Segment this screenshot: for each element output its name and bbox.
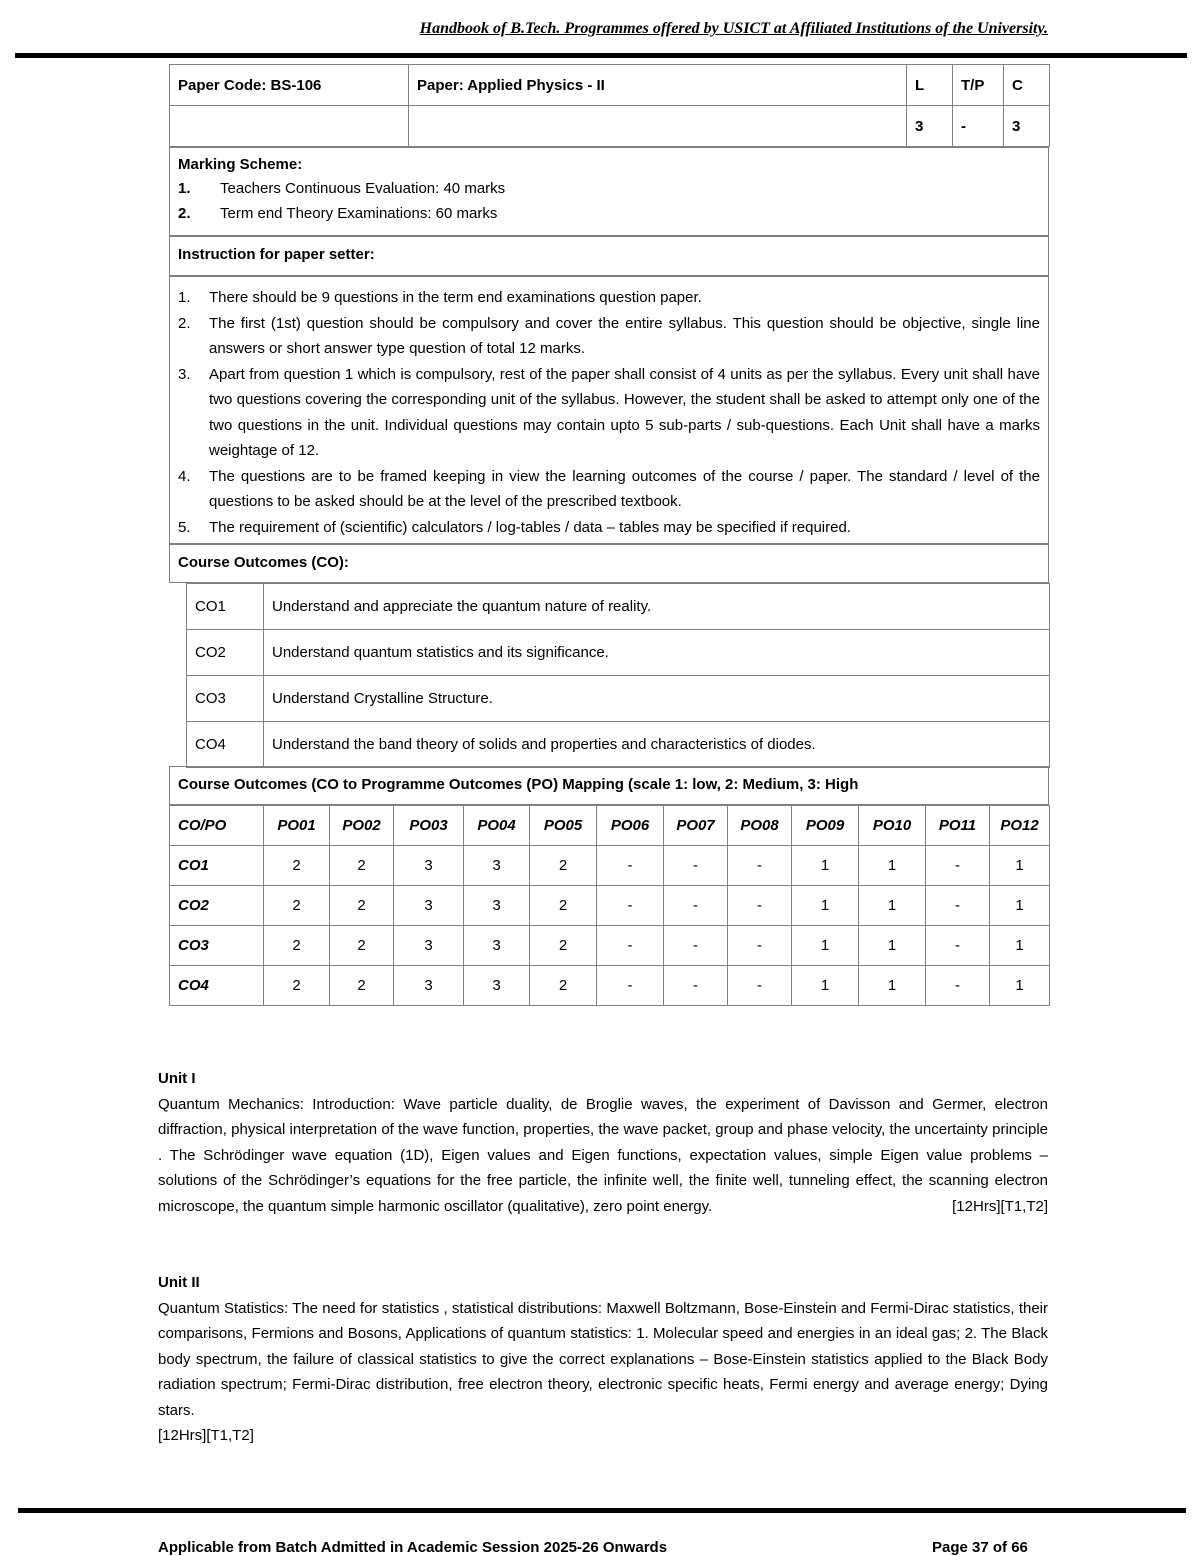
- instruction-item: 2. The first (1st) question should be compulsory and cover the entire syllabus. This question should be objective, single line answers or short answer type question of total 12 marks.: [178, 314, 1040, 357]
- paper-header-table: [169, 64, 1050, 147]
- co-po-mapping-title: Course Outcomes (CO to Programme Outcomes (PO) Mapping (scale 1: low, 2: Medium, 3: High: [169, 766, 1049, 805]
- mapping-header-cell: PO02: [330, 806, 394, 846]
- mapping-cell: CO3: [170, 926, 264, 966]
- mapping-cell: -: [664, 926, 728, 966]
- marking-item: 2. Term end Theory Examinations: 60 marks: [178, 205, 498, 222]
- mapping-header-cell: PO03: [394, 806, 464, 846]
- mapping-cell: 1: [792, 926, 859, 966]
- mapping-cell: 1: [792, 966, 859, 1006]
- marking-item: 1. Teachers Continuous Evaluation: 40 marks: [178, 180, 506, 197]
- course-outcomes-table: [186, 583, 1050, 768]
- page-number: Page 37 of 66: [932, 1539, 1028, 1556]
- mapping-cell: 1: [792, 886, 859, 926]
- unit-title: Unit II: [158, 1274, 200, 1291]
- mapping-header-cell: CO/PO: [170, 806, 264, 846]
- mapping-cell: -: [926, 926, 990, 966]
- co-code: CO1: [187, 584, 264, 630]
- mapping-cell: 1: [990, 966, 1050, 1006]
- mapping-row: [170, 846, 1050, 886]
- credits-col-header: C: [1004, 65, 1050, 106]
- instruction-item: 3. Apart from question 1 which is compulsory, rest of the paper shall consist of 4 units as per the syllabus. Every unit shall have two questions covering the corresponding unit of the syllabus. However, the student shall be asked to attempt only one of the two questions in the unit. Individual questions may contain upto 5 sub-parts / sub-questions. Each Unit shall have a marks weightage of 12.: [178, 365, 1040, 459]
- running-header: Handbook of B.Tech. Programmes offered by USICT at Affiliated Institutions of the University.: [419, 20, 1048, 37]
- mapping-cell: -: [597, 846, 664, 886]
- unit-section: [158, 1066, 1048, 1219]
- instructions-title: Instruction for paper setter:: [169, 236, 1049, 276]
- mapping-cell: -: [926, 886, 990, 926]
- mapping-cell: 2: [330, 926, 394, 966]
- unit-title: Unit I: [158, 1070, 196, 1087]
- co-row: [187, 676, 1050, 722]
- mapping-header-cell: PO10: [859, 806, 926, 846]
- mapping-cell: 3: [394, 846, 464, 886]
- mapping-cell: 1: [859, 846, 926, 886]
- mapping-cell: 2: [330, 846, 394, 886]
- mapping-header-cell: PO07: [664, 806, 728, 846]
- paper-name: Paper: Applied Physics - II: [409, 65, 907, 106]
- mapping-cell: 1: [990, 846, 1050, 886]
- co-code: CO3: [187, 676, 264, 722]
- instructions-list: [169, 276, 1049, 544]
- mapping-cell: -: [926, 846, 990, 886]
- mapping-cell: 3: [464, 886, 530, 926]
- marking-scheme: [169, 147, 1049, 236]
- mapping-row: [170, 886, 1050, 926]
- mapping-header-cell: PO08: [728, 806, 792, 846]
- mapping-cell: -: [597, 926, 664, 966]
- mapping-cell: 3: [394, 966, 464, 1006]
- mapping-row: [170, 966, 1050, 1006]
- mapping-cell: CO2: [170, 886, 264, 926]
- footer-note: Applicable from Batch Admitted in Academic Session 2025-26 Onwards: [158, 1539, 668, 1556]
- co-description: Understand quantum statistics and its significance.: [264, 630, 1050, 676]
- instruction-item: 4. The questions are to be framed keeping in view the learning outcomes of the course / paper. The standard / level of the questions to be asked should be at the level of the prescribed textbook.: [178, 467, 1040, 510]
- mapping-cell: 2: [330, 886, 394, 926]
- mapping-header-cell: PO09: [792, 806, 859, 846]
- co-row: [187, 630, 1050, 676]
- mapping-header-cell: PO11: [926, 806, 990, 846]
- unit-text: Quantum Statistics: The need for statistics , statistical distributions: Maxwell Boltzmann, Bose-Einstein and Fermi-Dirac statistics, their comparisons, Fermions and Bosons, Applications of quantum statistics: 1. Molecular speed and energies in an ideal gas; 2. The Black body spectrum, the failure of classical statistics to give the correct explanations – Bose-Einstein statistics applied to the Black Body radiation spectrum; Fermi-Dirac distribution, free electron theory, electronic specific heats, Fermi energy and average energy; Dying stars.: [158, 1299, 1048, 1419]
- co-row: [187, 584, 1050, 630]
- co-row: [187, 722, 1050, 768]
- tutorial-practical-value: -: [953, 106, 1004, 147]
- mapping-header-row: [170, 806, 1050, 846]
- mapping-cell: 2: [264, 886, 330, 926]
- co-description: Understand and appreciate the quantum nature of reality.: [264, 584, 1050, 630]
- co-description: Understand the band theory of solids and properties and characteristics of diodes.: [264, 722, 1050, 768]
- mapping-cell: -: [664, 846, 728, 886]
- mapping-cell: 2: [330, 966, 394, 1006]
- mapping-cell: 3: [464, 966, 530, 1006]
- mapping-header-cell: PO12: [990, 806, 1050, 846]
- mapping-cell: -: [728, 966, 792, 1006]
- marking-scheme-title: Marking Scheme:: [178, 156, 303, 173]
- mapping-cell: 2: [530, 886, 597, 926]
- mapping-cell: 3: [394, 926, 464, 966]
- mapping-cell: -: [597, 966, 664, 1006]
- mapping-cell: 1: [990, 886, 1050, 926]
- mapping-cell: 3: [464, 926, 530, 966]
- mapping-cell: 3: [394, 886, 464, 926]
- unit-body: [158, 1092, 1048, 1220]
- mapping-cell: 2: [264, 926, 330, 966]
- mapping-cell: -: [926, 966, 990, 1006]
- header-rule: [15, 53, 1187, 58]
- mapping-cell: 2: [530, 926, 597, 966]
- mapping-cell: 2: [530, 966, 597, 1006]
- course-outcomes-title: Course Outcomes (CO):: [169, 544, 1049, 583]
- mapping-cell: 1: [859, 966, 926, 1006]
- unit-reference: [12Hrs][T1,T2]: [952, 1197, 1048, 1215]
- tutorial-practical-col-header: T/P: [953, 65, 1004, 106]
- instruction-item: 5. The requirement of (scientific) calculators / log-tables / data – tables may be specified if required.: [178, 518, 851, 536]
- mapping-header-cell: PO01: [264, 806, 330, 846]
- mapping-cell: -: [728, 846, 792, 886]
- mapping-cell: 2: [264, 846, 330, 886]
- empty-cell: [170, 106, 409, 147]
- mapping-row: [170, 926, 1050, 966]
- unit-text: Quantum Mechanics: Introduction: Wave particle duality, de Broglie waves, the experiment of Davisson and Germer, electron diffraction, physical interpretation of the wave function, properties, the wave packet, group and phase velocity, the uncertainty principle . The Schrödinger wave equation (1D), Eigen values and Eigen functions, expectation values, simple Eigen value problems – solutions of the Schrödinger’s equations for the free particle, the infinite well, the finite well, tunneling effect, the scanning electron microscope, the quantum simple harmonic oscillator (qualitative), zero point energy.: [158, 1095, 1048, 1215]
- mapping-cell: 2: [264, 966, 330, 1006]
- mapping-cell: CO1: [170, 846, 264, 886]
- empty-cell: [409, 106, 907, 147]
- mapping-cell: -: [728, 886, 792, 926]
- lecture-col-header: L: [907, 65, 953, 106]
- mapping-cell: 2: [530, 846, 597, 886]
- co-code: CO2: [187, 630, 264, 676]
- unit-section: [158, 1270, 1048, 1449]
- mapping-cell: 1: [990, 926, 1050, 966]
- paper-code: Paper Code: BS-106: [170, 65, 409, 106]
- mapping-cell: -: [597, 886, 664, 926]
- co-po-mapping-table: [169, 805, 1050, 1006]
- mapping-cell: CO4: [170, 966, 264, 1006]
- credits-value: 3: [1004, 106, 1050, 147]
- mapping-cell: -: [664, 886, 728, 926]
- mapping-cell: 3: [464, 846, 530, 886]
- mapping-cell: -: [664, 966, 728, 1006]
- unit-reference: [12Hrs][T1,T2]: [158, 1427, 254, 1444]
- mapping-cell: -: [728, 926, 792, 966]
- mapping-cell: 1: [792, 846, 859, 886]
- mapping-header-cell: PO06: [597, 806, 664, 846]
- co-description: Understand Crystalline Structure.: [264, 676, 1050, 722]
- mapping-cell: 1: [859, 886, 926, 926]
- footer-rule: [18, 1508, 1186, 1513]
- lecture-value: 3: [907, 106, 953, 147]
- instruction-item: 1. There should be 9 questions in the term end examinations question paper.: [178, 289, 702, 306]
- mapping-cell: 1: [859, 926, 926, 966]
- co-code: CO4: [187, 722, 264, 768]
- mapping-header-cell: PO05: [530, 806, 597, 846]
- mapping-header-cell: PO04: [464, 806, 530, 846]
